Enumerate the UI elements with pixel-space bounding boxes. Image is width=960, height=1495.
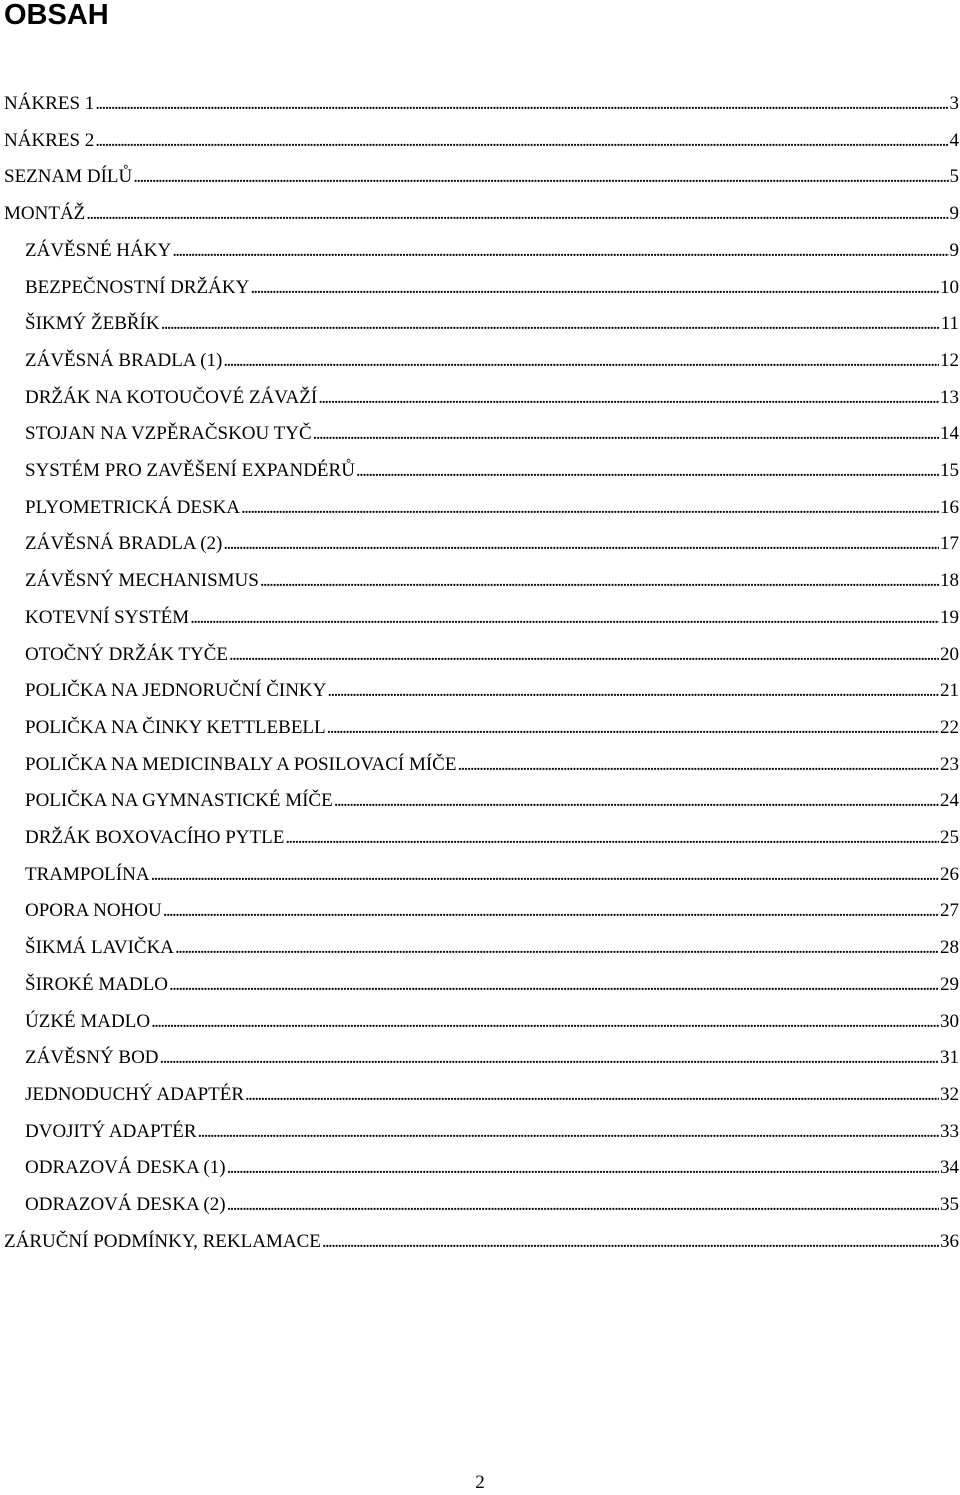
toc-dot-leader	[223, 526, 939, 562]
toc-entry-page: 34	[940, 1157, 959, 1179]
toc-dot-leader	[151, 1004, 939, 1040]
toc-entry-page: 10	[940, 276, 959, 298]
toc-entry-label: JEDNODUCHÝ ADAPTÉR	[25, 1083, 245, 1105]
toc-entry-label: PLYOMETRICKÁ DESKA	[25, 496, 241, 518]
toc-entry-page: 25	[940, 827, 959, 848]
toc-entry-label: STOJAN NA VZPĚRAČSKOU TYČ	[25, 423, 312, 445]
toc-entry-label: NÁKRES 2	[4, 129, 95, 151]
toc-entry[interactable]	[25, 416, 960, 452]
toc-dot-leader	[322, 1224, 939, 1260]
toc-entry[interactable]	[25, 893, 960, 929]
toc-entry-label: ZÁVĚSNÝ BOD	[25, 1047, 159, 1069]
toc-entry-label: ODRAZOVÁ DESKA (2)	[25, 1194, 226, 1215]
toc-dot-leader	[356, 453, 939, 489]
toc-dot-leader	[327, 673, 939, 709]
toc-entry[interactable]	[4, 86, 960, 122]
toc-entry-page: 15	[940, 460, 959, 481]
toc-entry-page: 35	[940, 1194, 959, 1215]
toc-entry[interactable]	[25, 857, 960, 893]
toc-entry-page: 4	[949, 129, 959, 151]
toc-dot-leader	[175, 930, 939, 966]
toc-dot-leader	[86, 196, 948, 232]
toc-entry-page: 3	[949, 93, 959, 114]
toc-dot-leader	[285, 820, 939, 856]
toc-entry-page: 21	[940, 680, 959, 702]
toc-dot-leader	[327, 710, 939, 746]
toc-entry-page: 9	[949, 239, 959, 261]
toc-entry-label: DVOJITÝ ADAPTÉR	[25, 1120, 197, 1142]
toc-entry-label: SYSTÉM PRO ZAVĚŠENÍ EXPANDÉRŮ	[25, 460, 355, 481]
toc-entry-label: OPORA NOHOU	[25, 900, 162, 922]
toc-entry-label: ZÁVĚSNÉ HÁKY	[25, 239, 172, 261]
toc-dot-leader	[260, 563, 939, 599]
toc-entry-page: 36	[940, 1230, 959, 1252]
toc-dot-leader	[227, 1150, 939, 1186]
toc-entry-label: ZÁVĚSNÁ BRADLA (2)	[25, 533, 223, 555]
toc-entry-page: 13	[940, 386, 959, 408]
toc-entry-label: POLIČKA NA ČINKY KETTLEBELL	[25, 716, 326, 738]
toc-entry[interactable]	[25, 1187, 960, 1223]
page-number: 2	[475, 1472, 485, 1493]
toc-entry[interactable]	[4, 1224, 960, 1260]
toc-entry-label: ŠIKMÝ ŽEBŘÍK	[25, 313, 160, 335]
toc-entry-label: ŠIKMÁ LAVIČKA	[25, 937, 175, 959]
toc-entry-label: POLIČKA NA JEDNORUČNÍ ČINKY	[25, 680, 327, 702]
toc-entry[interactable]	[25, 967, 960, 1003]
toc-entry-page: 9	[949, 203, 959, 225]
toc-entry-label: DRŽÁK BOXOVACÍHO PYTLE	[25, 827, 285, 848]
toc-entry[interactable]	[25, 600, 960, 636]
toc-entry-page: 33	[940, 1120, 959, 1142]
toc-entry[interactable]	[25, 1040, 960, 1076]
toc-entry-label: OTOČNÝ DRŽÁK TYČE	[25, 643, 229, 665]
toc-dot-leader	[457, 747, 939, 783]
toc-entry-page: 12	[940, 349, 959, 371]
toc-entry-page: 32	[940, 1083, 959, 1105]
toc-entry[interactable]	[25, 270, 960, 306]
toc-entry-page: 30	[940, 1010, 959, 1032]
toc-entry[interactable]	[4, 123, 960, 159]
toc-entry[interactable]	[25, 747, 960, 783]
toc-dot-leader	[133, 159, 948, 195]
toc-dot-leader	[227, 1187, 939, 1223]
toc-entry-label: BEZPEČNOSTNÍ DRŽÁKY	[25, 276, 250, 298]
toc-dot-leader	[250, 270, 939, 306]
toc-entry-label: ZÁRUČNÍ PODMÍNKY, REKLAMACE	[4, 1230, 321, 1252]
toc-entry[interactable]	[25, 490, 960, 526]
toc-entry-page: 5	[949, 166, 959, 188]
toc-dot-leader	[163, 893, 939, 929]
toc-dot-leader	[151, 857, 939, 893]
toc-dot-leader	[229, 637, 939, 673]
toc-entry-page: 26	[940, 863, 959, 885]
toc-dot-leader	[95, 123, 948, 159]
toc-entry-label: TRAMPOLÍNA	[25, 863, 150, 885]
toc-entry[interactable]	[25, 306, 960, 342]
toc-entry[interactable]	[25, 783, 960, 819]
toc-dot-leader	[172, 233, 948, 269]
toc-entry[interactable]	[4, 196, 960, 232]
toc-entry[interactable]	[25, 637, 960, 673]
toc-dot-leader	[245, 1077, 939, 1113]
toc-dot-leader	[190, 600, 939, 636]
toc-dot-leader	[160, 1040, 939, 1076]
toc-entry-page: 27	[940, 900, 959, 922]
toc-entry-page: 23	[940, 753, 959, 775]
toc-entry[interactable]	[25, 380, 960, 416]
toc-entry-label: POLIČKA NA GYMNASTICKÉ MÍČE	[25, 790, 333, 812]
toc-entry-label: DRŽÁK NA KOTOUČOVÉ ZÁVAŽÍ	[25, 386, 318, 408]
toc-entry[interactable]	[25, 710, 960, 746]
toc-entry-label: ZÁVĚSNÁ BRADLA (1)	[25, 349, 223, 371]
toc-entry[interactable]	[4, 159, 960, 195]
toc-entry-label: POLIČKA NA MEDICINBALY A POSILOVACÍ MÍČE	[25, 753, 457, 775]
toc-entry-label: ÚZKÉ MADLO	[25, 1010, 151, 1032]
toc-dot-leader	[313, 416, 939, 452]
toc-entry-page: 14	[940, 423, 959, 445]
toc-entry-page: 19	[940, 606, 959, 628]
toc-entry[interactable]	[25, 673, 960, 709]
toc-entry[interactable]	[25, 1150, 960, 1186]
toc-dot-leader	[223, 343, 939, 379]
toc-entry-page: 22	[940, 716, 959, 738]
toc-entry-page: 29	[940, 973, 959, 995]
toc-dot-leader	[198, 1114, 939, 1150]
toc-entry[interactable]	[25, 453, 960, 489]
toc-entry[interactable]	[25, 1004, 960, 1040]
toc-entry[interactable]	[25, 563, 960, 599]
toc-entry-label: MONTÁŽ	[4, 203, 86, 225]
toc-entry-label: ŠIROKÉ MADLO	[25, 973, 169, 995]
toc-entry-page: 16	[940, 496, 959, 518]
toc-entry[interactable]	[25, 526, 960, 562]
toc-dot-leader	[169, 967, 939, 1003]
page-title: OBSAH	[4, 0, 109, 31]
toc-entry[interactable]	[25, 233, 960, 269]
toc-entry[interactable]	[25, 820, 960, 856]
toc-entry[interactable]	[25, 1114, 960, 1150]
toc-entry-page: 24	[940, 790, 959, 812]
toc-entry[interactable]	[25, 343, 960, 379]
toc-entry-page: 18	[940, 570, 959, 592]
toc-entry-page: 17	[940, 533, 959, 555]
toc-entry-label: ODRAZOVÁ DESKA (1)	[25, 1157, 226, 1179]
toc-entry-page: 20	[940, 643, 959, 665]
toc-dot-leader	[241, 490, 939, 526]
toc-entry-page: 28	[940, 937, 959, 959]
toc-entry-label: ZÁVĚSNÝ MECHANISMUS	[25, 570, 259, 592]
toc-dot-leader	[95, 86, 948, 122]
toc-dot-leader	[334, 783, 939, 819]
toc-entry[interactable]	[25, 1077, 960, 1113]
toc-entry-label: SEZNAM DÍLŮ	[4, 166, 133, 188]
toc-entry[interactable]	[25, 930, 960, 966]
toc-dot-leader	[318, 380, 939, 416]
toc-entry-page: 11	[940, 313, 959, 335]
toc-dot-leader	[161, 306, 940, 342]
toc-entry-label: KOTEVNÍ SYSTÉM	[25, 606, 190, 628]
toc-entry-page: 31	[940, 1047, 959, 1069]
toc-entry-label: NÁKRES 1	[4, 93, 95, 114]
